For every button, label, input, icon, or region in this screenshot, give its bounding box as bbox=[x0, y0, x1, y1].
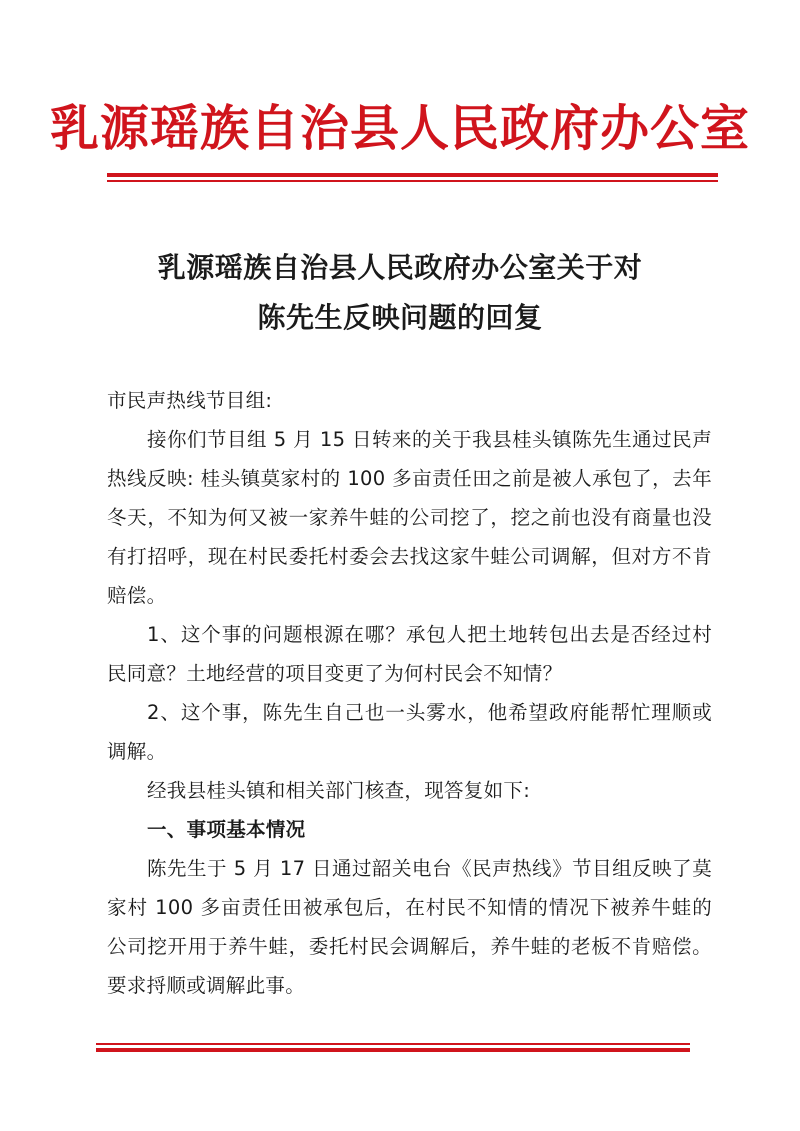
letterhead-rule-thin bbox=[107, 180, 718, 182]
paragraph-question-2: 2、这个事，陈先生自己也一头雾水，他希望政府能帮忙理顺或调解。 bbox=[107, 701, 712, 763]
document-title bbox=[0, 243, 800, 343]
paragraph-reply-intro: 经我县桂头镇和相关部门核查，现答复如下: bbox=[147, 779, 531, 802]
footer-rule-thin bbox=[96, 1043, 690, 1045]
footer-rule-thick bbox=[96, 1048, 690, 1052]
section-heading: 一、事项基本情况 bbox=[147, 818, 306, 841]
paragraph-question-1: 1、这个事的问题根源在哪？承包人把土地转包出去是否经过村民同意？土地经营的项目变更了为何村民会不知情？ bbox=[107, 623, 712, 685]
section-paragraph: 陈先生于 5 月 17 日通过韶关电台《民声热线》节目组反映了莫家村 100 多亩责任田被承包后，在村民不知情的情况下被养牛蛙的公司挖开用于养牛蛙，委托村民会调解后，养牛蛙的老板不肯赔偿。要求捋顺或调解此事。 bbox=[107, 857, 712, 997]
paragraph-intro: 接你们节目组 5 月 15 日转来的关于我县桂头镇陈先生通过民声热线反映: 桂头镇莫家村的 100 多亩责任田之前是被人承包了，去年冬天，不知为何又被一家养牛蛙的公司挖了，挖之前也没有商量也没有打招呼，现在村民委托村委会去找这家牛蛙公司调解，但对方不肯赔偿。 bbox=[107, 428, 712, 607]
document-title-line-1: 乳源瑶族自治县人民政府办公室关于对 bbox=[157, 251, 643, 284]
salutation: 市民声热线节目组: bbox=[107, 389, 273, 412]
letterhead-title: 乳源瑶族自治县人民政府办公室 bbox=[49, 99, 750, 157]
document-body bbox=[107, 381, 712, 1005]
letterhead-rule-thick bbox=[107, 173, 718, 177]
document-title-line-2: 陈先生反映问题的回复 bbox=[257, 301, 543, 334]
